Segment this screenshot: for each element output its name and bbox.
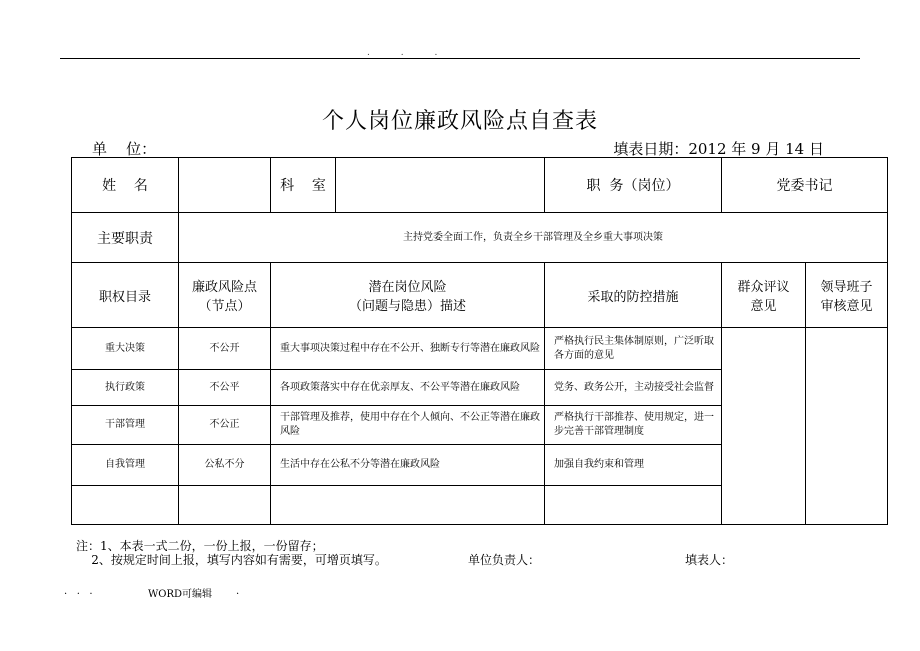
table-row [72, 328, 888, 370]
row-power[interactable] [72, 486, 179, 525]
self-check-table [71, 157, 888, 525]
row-desc: 干部管理及推荐，使用中存在个人倾向、不公正等潜在廉政风险 [271, 406, 545, 445]
col-risk-desc [271, 263, 545, 328]
col-risk-point-line1: 廉政风险点 [191, 280, 257, 295]
col-public-opinion-line1: 群众评议 [737, 280, 790, 295]
post-value[interactable]: 党委书记 [722, 158, 888, 213]
row-power: 执行政策 [72, 370, 179, 406]
col-leader-review-line1: 领导班子 [820, 280, 873, 295]
duty-label: 主要职责 [72, 213, 179, 263]
footer-dot: . [236, 586, 240, 597]
post-label: 职 务（岗位） [545, 158, 722, 213]
col-leader-review-line2: 审核意见 [820, 299, 873, 314]
filler-label: 填表人： [685, 553, 734, 567]
row-power: 重大决策 [72, 328, 179, 370]
col-risk-desc-line2: （问题与隐患）描述 [348, 299, 466, 314]
page-title: 个人岗位廉政风险点自查表 [321, 109, 598, 134]
note-line-1: 注：1、本表一式二份，一份上报，一份留存； [76, 539, 324, 553]
header-dots: . . . [367, 48, 452, 58]
row-desc: 各项政策落实中存在优亲厚友、不公平等潜在廉政风险 [271, 370, 545, 406]
leader-review-cell[interactable] [806, 328, 888, 525]
row-measure[interactable] [545, 486, 722, 525]
fill-date-value: 2012 年 9 月 14 日 [688, 140, 824, 158]
footer-dots: . . . [64, 586, 93, 597]
note-line-2: 2、按规定时间上报，填写内容如有需要，可增页填写。 [76, 553, 387, 567]
duty-value[interactable]: 主持党委全面工作，负责全乡干部管理及全乡重大事项决策 [179, 213, 888, 263]
fill-date-label: 填表日期： [613, 140, 689, 158]
row-measure: 加强自我约束和管理 [545, 445, 722, 486]
row-risk: 不公开 [179, 328, 271, 370]
row-risk: 公私不分 [179, 445, 271, 486]
row-power: 干部管理 [72, 406, 179, 445]
dept-value[interactable] [336, 158, 545, 213]
col-public-opinion-line2: 意见 [750, 299, 777, 314]
dept-label: 科 室 [271, 158, 336, 213]
row-risk: 不公正 [179, 406, 271, 445]
name-value[interactable] [179, 158, 271, 213]
name-label: 姓 名 [72, 158, 179, 213]
duty-row [72, 213, 888, 263]
col-public-opinion [722, 263, 806, 328]
row-measure: 严格执行民主集体制原则，广泛听取各方面的意见 [545, 328, 722, 370]
row-desc[interactable] [271, 486, 545, 525]
col-leader-review [806, 263, 888, 328]
footer-text: WORD可编辑 [148, 589, 213, 600]
col-power-catalog: 职权目录 [72, 263, 179, 328]
row-measure: 严格执行干部推荐、使用规定，进一步完善干部管理制度 [545, 406, 722, 445]
unit-label: 单 位： [92, 140, 157, 158]
col-measures: 采取的防控措施 [545, 263, 722, 328]
row-desc: 生活中存在公私不分等潜在廉政风险 [271, 445, 545, 486]
column-header-row [72, 263, 888, 328]
info-row [72, 158, 888, 213]
unit-head-label: 单位负责人： [468, 553, 541, 567]
header-rule [60, 58, 860, 59]
row-risk[interactable] [179, 486, 271, 525]
row-measure: 党务、政务公开，主动接受社会监督 [545, 370, 722, 406]
col-risk-point [179, 263, 271, 328]
row-power: 自我管理 [72, 445, 179, 486]
col-risk-point-line2: （节点） [198, 299, 251, 314]
row-desc: 重大事项决策过程中存在不公开、独断专行等潜在廉政风险 [271, 328, 545, 370]
fill-date [613, 138, 824, 159]
col-risk-desc-line1: 潜在岗位风险 [368, 280, 447, 295]
row-risk: 不公平 [179, 370, 271, 406]
public-opinion-cell[interactable] [722, 328, 806, 525]
